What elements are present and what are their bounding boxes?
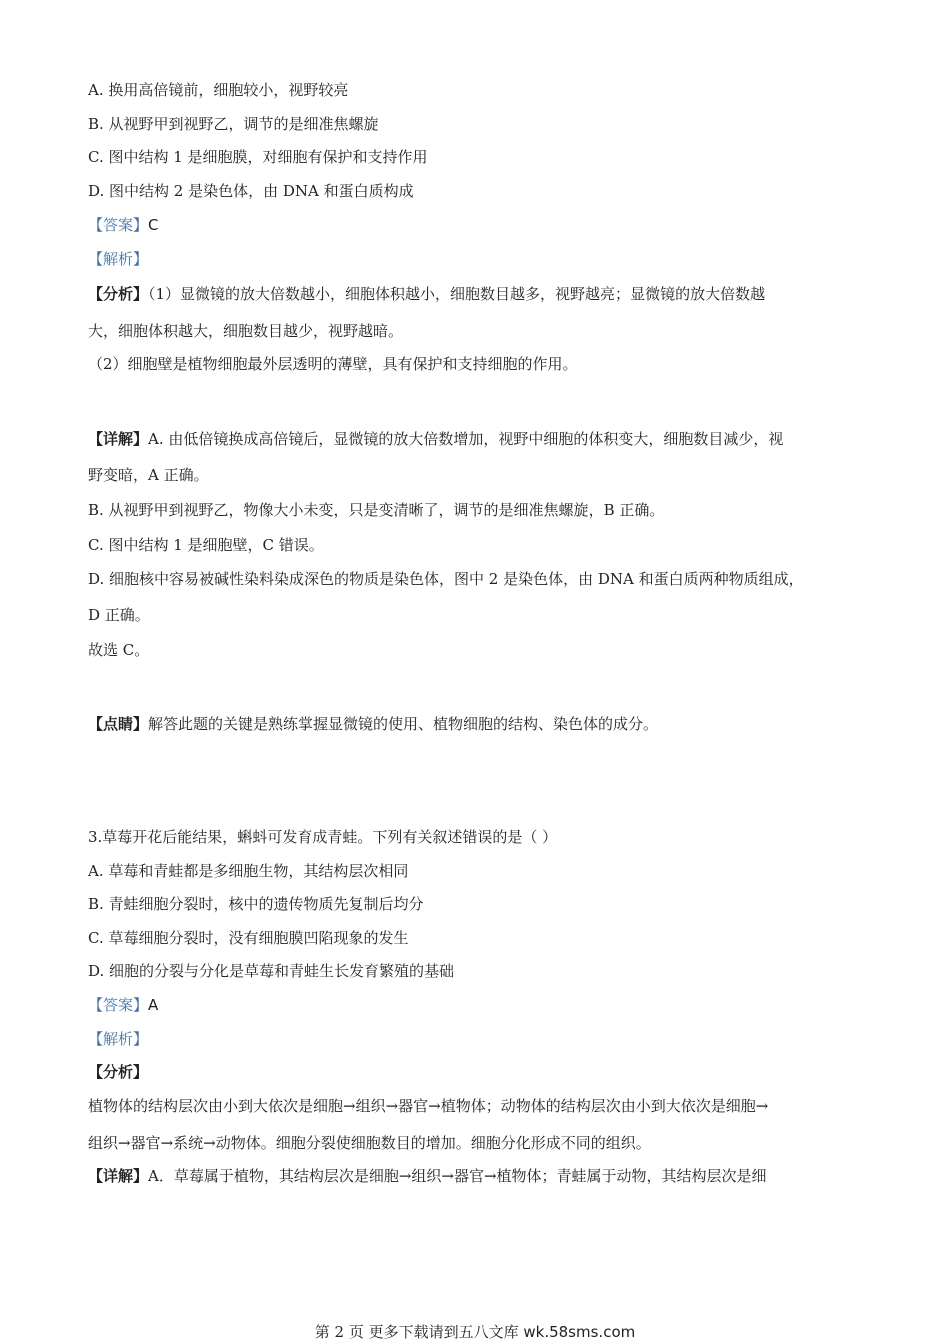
dianjing-label: 【点睛】 xyxy=(88,715,149,733)
footer-page-text: 第 2 页 更多下载请到五八文库 xyxy=(314,1323,524,1341)
q3-option-b: B. 青蛙细胞分裂时，核中的遗传物质先复制后均分 xyxy=(88,895,424,913)
conclusion-line: 故选 C。 xyxy=(88,641,150,659)
footer-url[interactable]: wk.58sms.com xyxy=(523,1323,636,1341)
xiangjie-line-5: D. 细胞核中容易被碱性染料染成深色的物质是染色体，图中 2 是染色体，由 DNA 和蛋白质两种物质组成， xyxy=(88,570,804,588)
dianjing-line xyxy=(88,714,658,734)
fenxi-line-1 xyxy=(88,284,765,304)
xiangjie-label: 【详解】 xyxy=(88,430,149,448)
fenxi-label: 【分析】 xyxy=(88,285,149,303)
option-a: A. 换用高倍镜前，细胞较小，视野较亮 xyxy=(88,81,349,99)
question-3-stem: 3.草莓开花后能结果，蝌蚪可发育成青蛙。下列有关叙述错误的是（ ） xyxy=(88,828,558,846)
xiangjie-line-3: B. 从视野甲到视野乙，物像大小未变，只是变清晰了，调节的是细准焦螺旋，B 正确。 xyxy=(88,501,665,519)
q3-fenxi-line-1: 植物体的结构层次由小到大依次是细胞→组织→器官→植物体；动物体的结构层次由小到大依次是细胞→ xyxy=(88,1097,769,1115)
dianjing-text: 解答此题的关键是熟练掌握显微镜的使用、植物细胞的结构、染色体的成分。 xyxy=(148,715,659,733)
fenxi-line-3: （2）细胞壁是植物细胞最外层透明的薄壁，具有保护和支持细胞的作用。 xyxy=(88,355,578,373)
q3-analysis-label: 【解析】 xyxy=(88,1030,149,1048)
analysis-label: 【解析】 xyxy=(88,250,149,268)
fenxi-text: （1）显微镜的放大倍数越小，细胞体积越小，细胞数目越多，视野越亮；显微镜的放大倍数越 xyxy=(148,285,766,303)
q3-xiangjie-label: 【详解】 xyxy=(88,1167,149,1185)
answer-value: C xyxy=(148,216,159,234)
option-c: C. 图中结构 1 是细胞膜，对细胞有保护和支持作用 xyxy=(88,148,428,166)
xiangjie-line-1 xyxy=(88,429,783,449)
q3-answer-value: A xyxy=(148,996,159,1014)
xiangjie-text: A. 由低倍镜换成高倍镜后，显微镜的放大倍数增加，视野中细胞的体积变大，细胞数目减少，视 xyxy=(148,430,784,448)
q3-answer-line xyxy=(88,995,158,1015)
q3-option-d: D. 细胞的分裂与分化是草莓和青蛙生长发育繁殖的基础 xyxy=(88,962,455,980)
q3-option-a: A. 草莓和青蛙都是多细胞生物，其结构层次相同 xyxy=(88,862,409,880)
q3-option-c: C. 草莓细胞分裂时，没有细胞膜凹陷现象的发生 xyxy=(88,929,409,947)
q3-answer-label: 【答案】 xyxy=(88,996,149,1014)
page-footer xyxy=(0,1322,950,1342)
xiangjie-line-4: C. 图中结构 1 是细胞壁，C 错误。 xyxy=(88,536,324,554)
q3-fenxi-line-2: 组织→器官→系统→动物体。细胞分裂使细胞数目的增加。细胞分化形成不同的组织。 xyxy=(88,1134,651,1152)
xiangjie-line-2: 野变暗，A 正确。 xyxy=(88,466,209,484)
answer-line xyxy=(88,215,159,235)
q3-fenxi-label: 【分析】 xyxy=(88,1063,149,1081)
answer-label: 【答案】 xyxy=(88,216,149,234)
option-b: B. 从视野甲到视野乙，调节的是细准焦螺旋 xyxy=(88,115,379,133)
xiangjie-line-6: D 正确。 xyxy=(88,606,150,624)
q3-xiangjie-line-1 xyxy=(88,1166,767,1186)
q3-xiangjie-text: A．草莓属于植物，其结构层次是细胞→组织→器官→植物体；青蛙属于动物，其结构层次是细 xyxy=(148,1167,767,1185)
option-d: D. 图中结构 2 是染色体，由 DNA 和蛋白质构成 xyxy=(88,182,414,200)
fenxi-line-2: 大，细胞体积越大，细胞数目越少，视野越暗。 xyxy=(88,322,404,340)
